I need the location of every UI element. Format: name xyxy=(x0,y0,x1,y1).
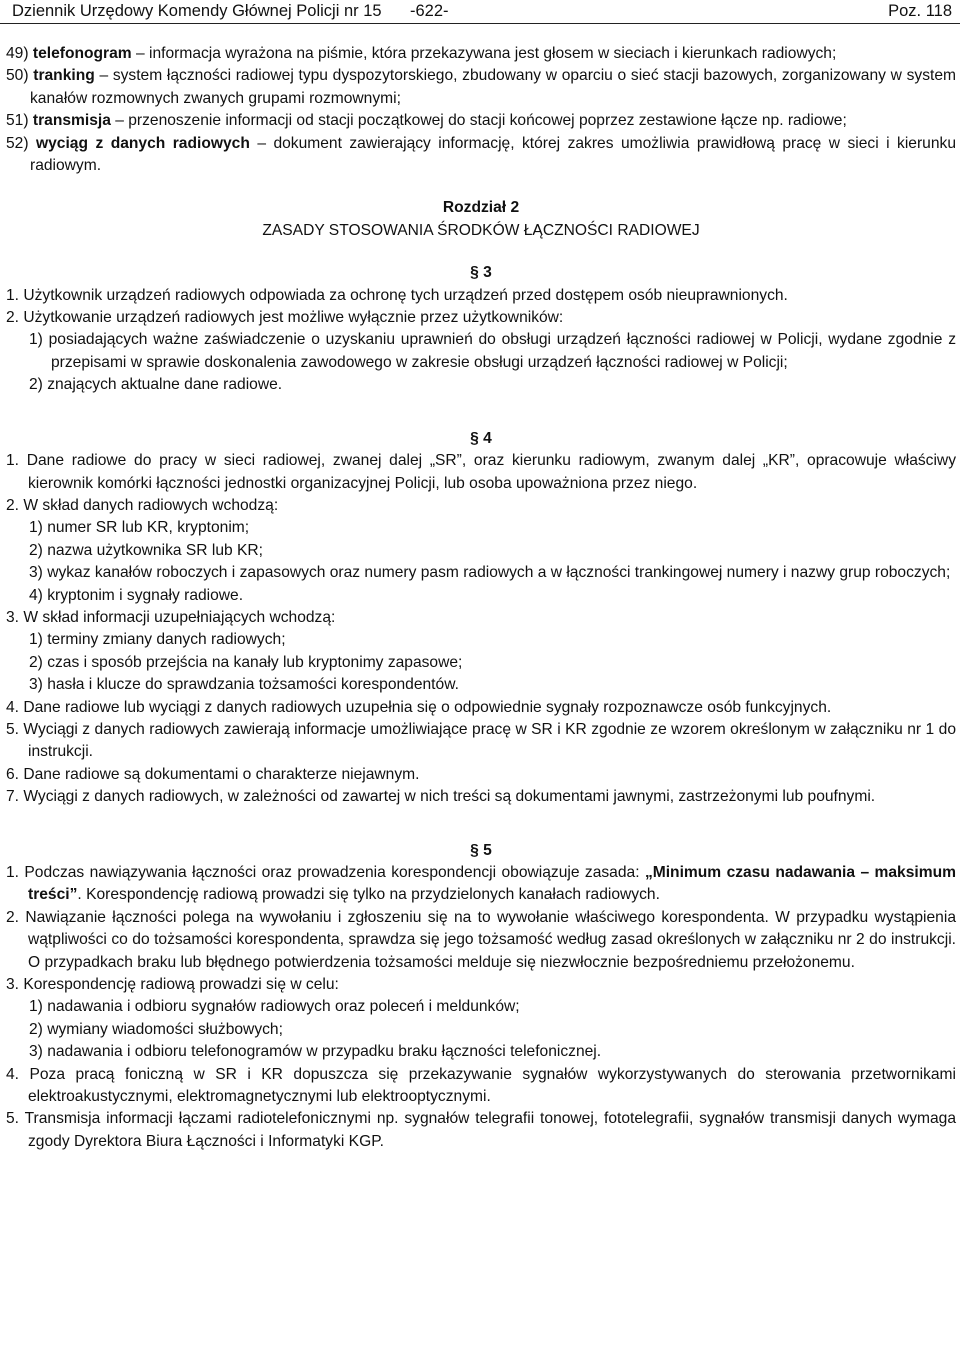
document-body xyxy=(6,43,956,1153)
section-4-paragraph-7: 7. Wyciągi z danych radiowych, w zależności od zawartej w nich treści są dokumentami jawnymi, zastrzeżonymi lub poufnymi. xyxy=(6,788,876,806)
section-4-item: 2) czas i sposób przejścia na kanały lub kryptonimy zapasowe; xyxy=(29,653,463,671)
definition-number: 49) xyxy=(6,45,29,62)
section-3-paragraph-2: 2. Użytkowanie urządzeń radiowych jest możliwe wyłącznie przez użytkowników: xyxy=(6,309,564,327)
section-4-paragraph-1: 1. Dane radiowe do pracy w sieci radiowej, zwanej dalej „SR”, oraz kierunku radiowym, zwanym dalej „KR”, opracowuje właściwy kierownik komórki łączności jednostki organizacyjnej Policji, lub osoba upoważniona przez niego. xyxy=(6,452,956,492)
spacer xyxy=(6,809,956,832)
section-4-paragraph-5: 5. Wyciągi z danych radiowych zawierają informacje umożliwiające pracę w SR i KR zgodnie ze wzorem określonym w załączniku nr 1 do instrukcji. xyxy=(6,720,956,761)
section-4-item: 3) hasła i klucze do sprawdzania tożsamości korespondentów. xyxy=(29,676,459,694)
section-5-item: 3) nadawania i odbioru telefonogramów w przypadku braku łączności telefonicznej. xyxy=(29,1043,602,1061)
definition-number: 50) xyxy=(6,67,29,85)
definition-number: 52) xyxy=(6,134,29,152)
page-number: -622- xyxy=(410,2,449,20)
section-5-heading: § 5 xyxy=(470,841,492,859)
definition-item xyxy=(6,43,956,65)
definition-text: informacja wyrażona na piśmie, która przekazywana jest głosem w sieciach i kierunkach radiowych; xyxy=(149,45,837,62)
definition-dash: – xyxy=(131,45,150,62)
section-5-paragraph-1 xyxy=(6,862,956,907)
section-4-heading: § 4 xyxy=(470,429,492,447)
section-3-item: 2) znających aktualne dane radiowe. xyxy=(29,376,283,394)
section-4-item: 2) nazwa użytkownika SR lub KR; xyxy=(29,541,264,559)
section-3-heading: § 3 xyxy=(470,264,492,282)
definition-term: wyciąg z danych radiowych xyxy=(36,134,250,152)
section-5-paragraph-2: 2. Nawiązanie łączności polega na wywołaniu i zgłoszeniu się na to wywołanie właściwego korespondenta. W przypadku wystąpienia wątpliwości co do tożsamości korespondenta, sprawdza się jego tożsamość według zasad określonych w załączniku nr 2 do instrukcji. O przypadkach braku lub błędnego potwierdzenia tożsamości melduje się niezwłocznie bezpośredniemu przełożonemu. xyxy=(6,908,956,971)
section-5-p1-start: 1. Podczas nawiązywania łączności oraz prowadzenia korespondencji obowiązuje zasada: xyxy=(6,864,645,881)
section-5-p1-end: . Korespondencję radiową prowadzi się tylko na przydzielonych kanałach radiowych. xyxy=(77,886,660,904)
section-4-item: 3) wykaz kanałów roboczych i zapasowych oraz numery pasm radiowych a w łączności trankingowej numery i nazwy grup roboczych; xyxy=(29,564,951,582)
section-5-item: 1) nadawania i odbioru sygnałów radiowych oraz poleceń i meldunków; xyxy=(29,998,520,1016)
definition-item xyxy=(6,110,956,132)
definition-dash: – xyxy=(249,134,274,152)
definition-text: dokument zawierający informację, której zakres umożliwia prawidłową pracę w sieci i kierunku radiowym. xyxy=(30,134,956,175)
section-4-item: 4) kryptonim i sygnały radiowe. xyxy=(29,586,244,604)
chapter-label: Rozdział 2 xyxy=(442,199,520,217)
section-4-paragraph-2: 2. W skład danych radiowych wchodzą: xyxy=(6,496,279,514)
page-header xyxy=(6,0,956,22)
spacer xyxy=(6,397,956,420)
definition-dash: – xyxy=(94,67,113,85)
section-4-paragraph-6: 6. Dane radiowe są dokumentami o charakterze niejawnym. xyxy=(6,765,420,783)
definition-text: przenoszenie informacji od stacji początkowej do stacji końcowej poprzez zestawione łącze np. radiowe; xyxy=(128,112,847,130)
section-3-item: 1) posiadających ważne zaświadczenie o uzyskaniu uprawnień do obsługi urządzeń łączności radiowej w Policji, wydane zgodnie z przepisami w sprawie doskonalenia zawodowego w zakresie obsługi urządzeń łączności radiowej w Policji; xyxy=(29,331,956,371)
section-3-paragraph-1: 1. Użytkownik urządzeń radiowych odpowiada za ochronę tych urządzeń przed dostępem osób nieuprawnionych. xyxy=(6,286,788,304)
definition-term: telefonogram xyxy=(32,45,132,62)
section-5-paragraph-5: 5. Transmisja informacji łączami radiotelefonicznymi np. sygnałów telegrafii tonowej, fototelegrafii, sygnałów transmisji danych wymaga zgody Dyrektora Biura Łączności i Informatyki KGP. xyxy=(6,1110,956,1150)
section-5-paragraph-4: 4. Poza pracą foniczną w SR i KR dopuszcza się przekazywanie sygnałów wykorzystywanych do sterowania przetwornikami elektroakustycznymi, elektromagnetycznymi lub elektrooptycznymi. xyxy=(6,1065,956,1106)
section-5-principle: „Minimum czasu nadawania – maksimum treści” xyxy=(28,864,956,904)
definition-term: transmisja xyxy=(32,112,111,130)
chapter-name: ZASADY STOSOWANIA ŚRODKÓW ŁĄCZNOŚCI RADIOWEJ xyxy=(262,221,700,239)
definition-text: system łączności radiowej typu dyspozytorskiego, zbudowany w oparciu o sieć stacji bazowych, zorganizowany w system kanałów rozmownych zwanych grupami rozmownymi; xyxy=(30,67,956,107)
definitions-list xyxy=(6,43,956,177)
section-4-paragraph-3: 3. W skład informacji uzupełniających wchodzą: xyxy=(6,608,336,626)
definition-item xyxy=(6,65,956,110)
section-4-paragraph-4: 4. Dane radiowe lub wyciągi z danych radiowych uzupełnia się o odpowiednie sygnały rozpoznawcze osób funkcyjnych. xyxy=(6,698,832,716)
section-5-item: 2) wymiany wiadomości służbowych; xyxy=(29,1020,283,1038)
definition-item xyxy=(6,133,956,178)
definition-term: tranking xyxy=(33,67,95,85)
definition-number: 51) xyxy=(6,112,29,130)
header-rule xyxy=(0,23,960,24)
journal-title: Dziennik Urzędowy Komendy Głównej Policji nr 15 xyxy=(12,2,382,20)
section-5-paragraph-3: 3. Korespondencję radiową prowadzi się w celu: xyxy=(6,976,339,994)
definition-dash: – xyxy=(110,112,129,130)
position-number: Poz. 118 xyxy=(888,2,952,20)
section-4-item: 1) numer SR lub KR, kryptonim; xyxy=(29,519,250,537)
section-4-item: 1) terminy zmiany danych radiowych; xyxy=(29,631,286,649)
